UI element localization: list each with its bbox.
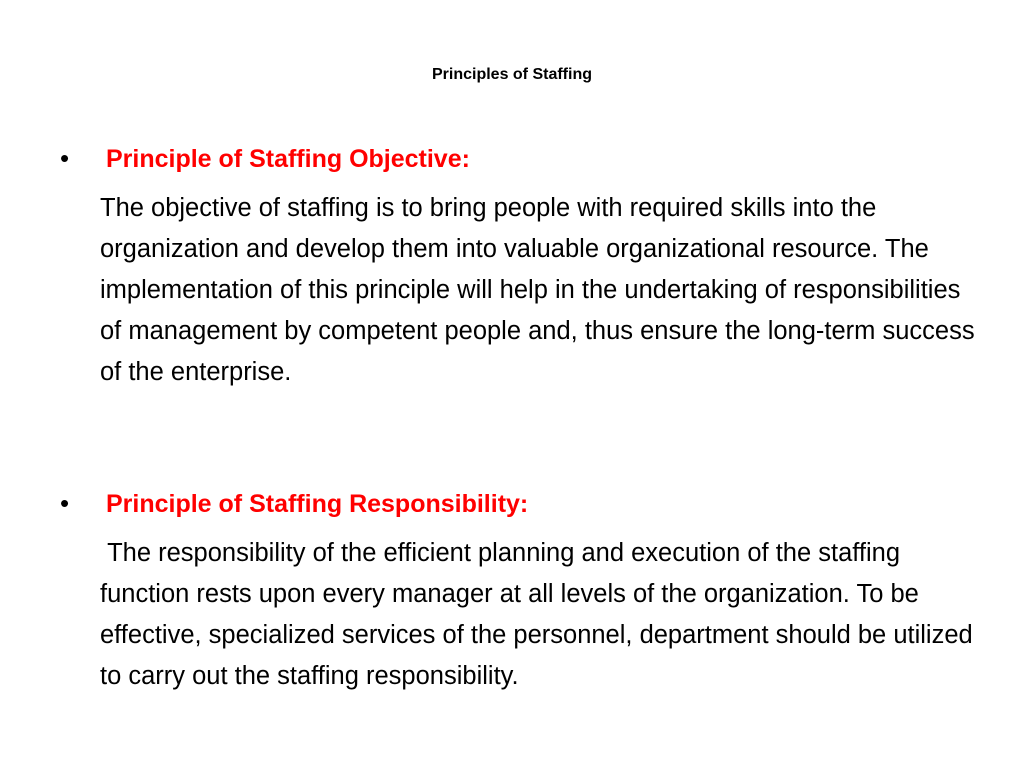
bullet-point-responsibility — [60, 485, 980, 697]
bullet-icon: • — [60, 488, 70, 518]
bullet-icon: • — [60, 143, 70, 173]
bullet-row — [60, 140, 980, 176]
point-heading: Principle of Staffing Objective: — [106, 145, 470, 173]
point-heading: Principle of Staffing Responsibility: — [106, 490, 529, 518]
bullet-point-objective — [60, 140, 980, 393]
point-body: The objective of staffing is to bring people with required skills into the organization and develop them into valuable organizational resource. The implementation of this principle will help in the undertaking of responsibilities of management by competent people and, thus ensure the long-term success of the enterprise. — [100, 194, 982, 386]
bullet-row — [60, 485, 980, 521]
slide-title: Principles of Staffing — [431, 66, 592, 83]
point-body: The responsibility of the efficient planning and execution of the staffing function rests upon every manager at all levels of the organization. To be effective, specialized services of the personnel, department should be utilized to carry out the staffing responsibility. — [100, 539, 980, 690]
